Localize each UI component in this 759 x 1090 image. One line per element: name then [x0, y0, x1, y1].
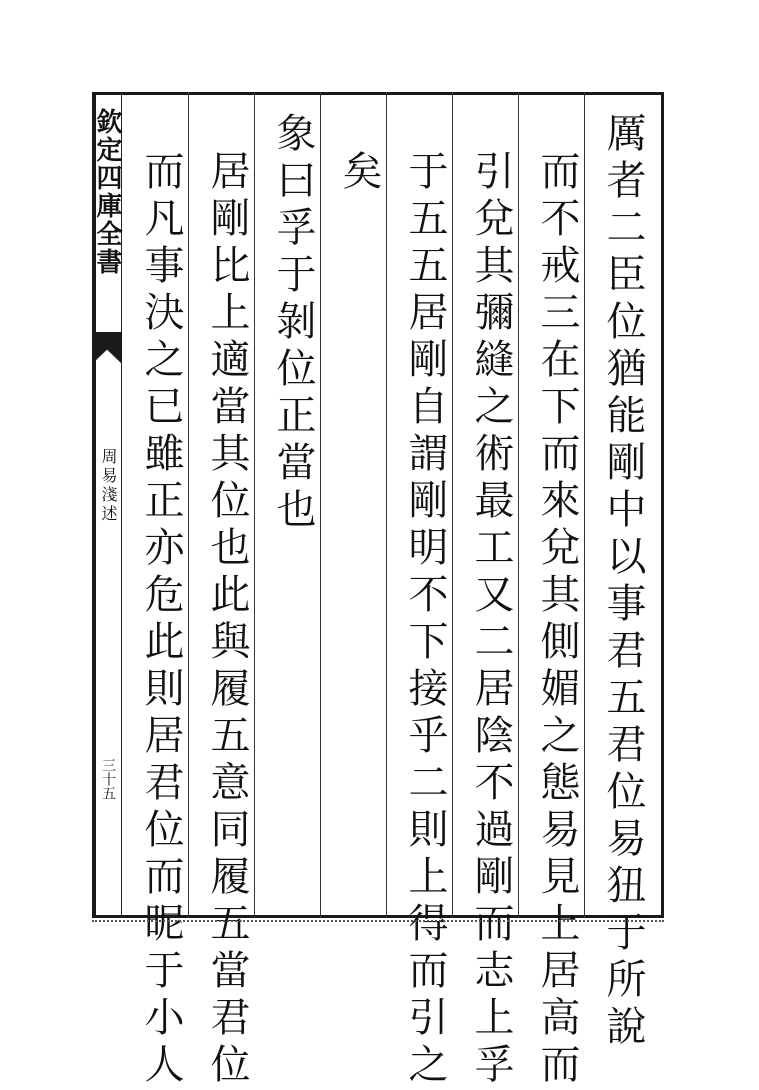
section-title: 周易淺述 — [99, 448, 118, 524]
text-column-8: 而凡事決之已雖正亦危此則居君位而昵于小人 — [138, 150, 184, 1090]
text-column-5: 矣 — [336, 150, 382, 197]
text-column-7: 居剛比上適當其位也此與履五意同履五當君位 — [204, 150, 250, 1090]
bottom-border-dots — [92, 920, 664, 928]
book-title: 欽定四庫全書 — [92, 108, 122, 276]
text-column-2: 而不戒三在下而來兌其側媚之態易見上居高而 — [534, 150, 580, 1090]
text-column-1: 厲者二臣位猶能剛中以事君五君位易狃于所說 — [600, 112, 646, 1052]
text-column-6: 象曰孚于剝位正當也 — [270, 112, 316, 535]
page-number: 三十五 — [100, 758, 116, 800]
text-column-4: 于五五居剛自謂剛明不下接乎二則上得而引之 — [402, 150, 448, 1090]
text-column-3: 引兌其彌縫之術最工又二居陰不過剛而志上孚 — [468, 150, 514, 1090]
